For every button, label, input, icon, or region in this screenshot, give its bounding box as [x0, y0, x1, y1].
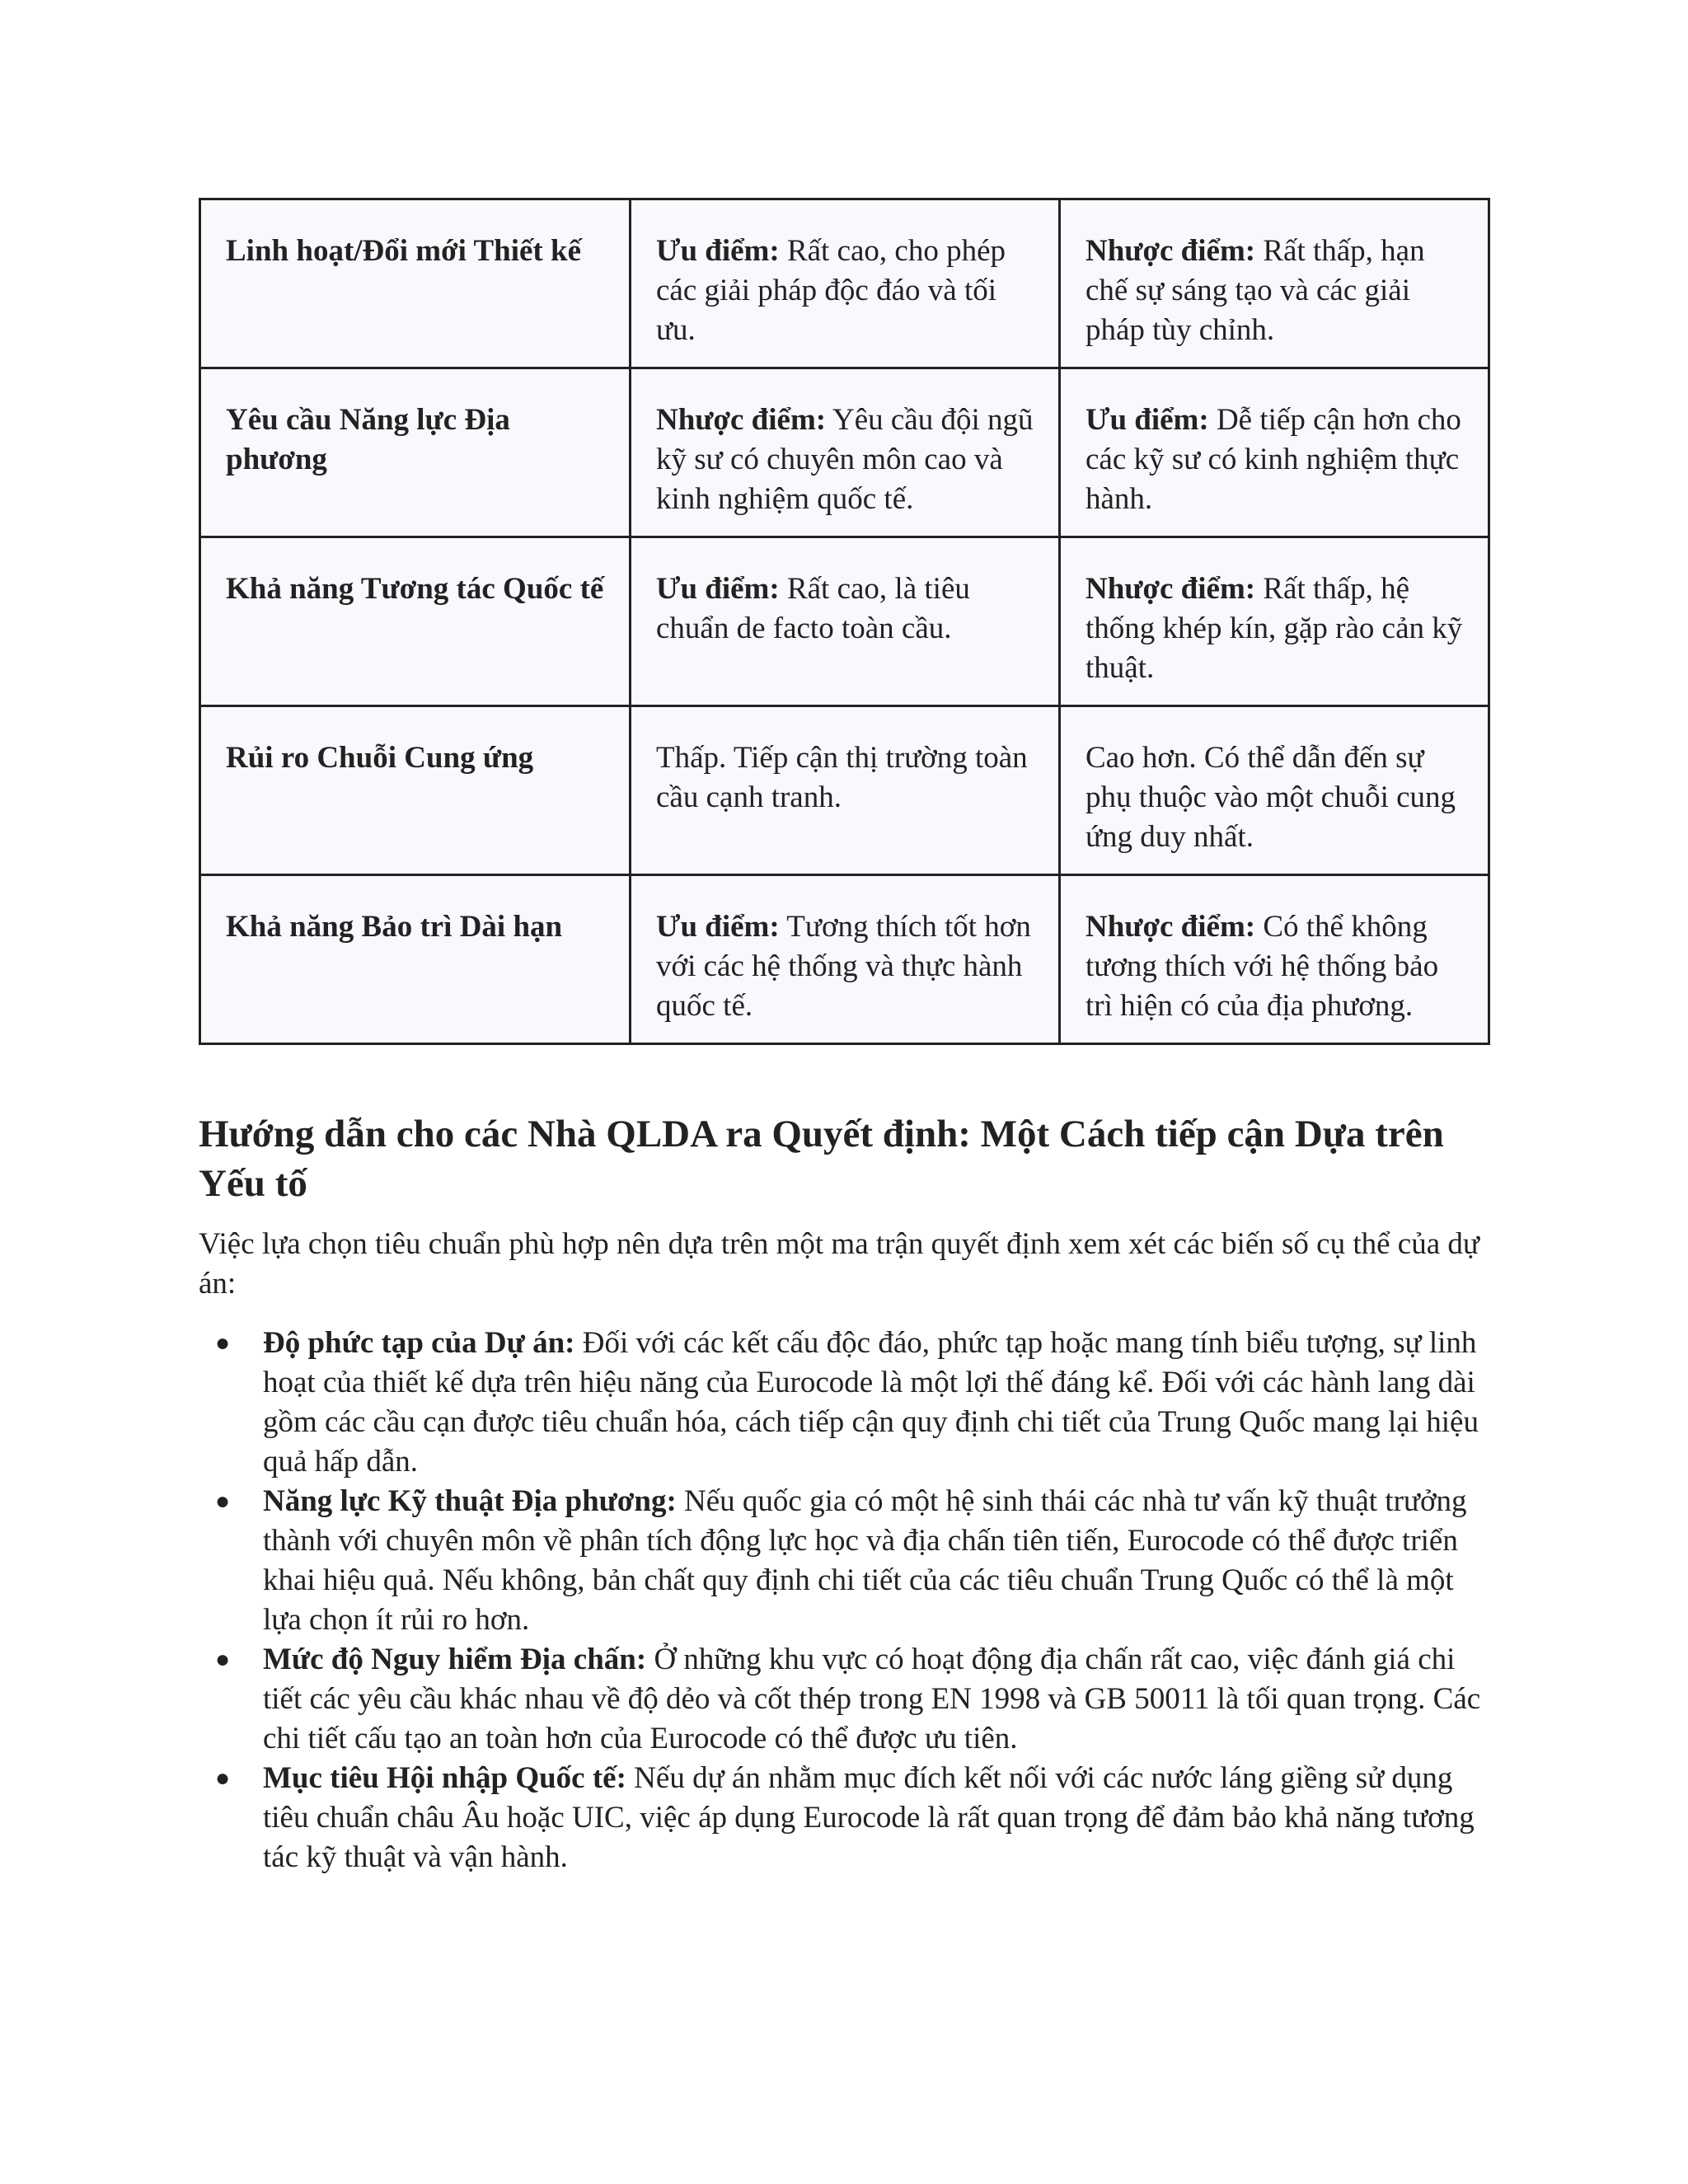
- table-row: [200, 875, 1489, 1044]
- criterion-cell: [200, 199, 631, 368]
- cell-text: Rất thấp, hệ thống khép kín, gặp rào cản kỹ thuật.: [1085, 572, 1463, 685]
- cell-text: Cao hơn. Có thể dẫn đến sự phụ thuộc vào một chuỗi cung ứng duy nhất.: [1085, 741, 1456, 854]
- criterion-label: Linh hoạt/Đổi mới Thiết kế: [226, 234, 581, 268]
- bullet-icon: ●: [215, 1329, 231, 1357]
- cell-text: Có thể không tương thích với hệ thống bảo trì hiện có của địa phương.: [1085, 910, 1439, 1023]
- cell-text: Thấp. Tiếp cận thị trường toàn cầu cạnh tranh.: [656, 741, 1028, 814]
- criterion-label: Khả năng Tương tác Quốc tế: [226, 572, 604, 606]
- cell-label: Nhược điểm:: [1085, 572, 1256, 606]
- item-label: Năng lực Kỹ thuật Địa phương:: [263, 1484, 677, 1518]
- criterion-cell: [200, 537, 631, 706]
- chinese-standard-cell: [1060, 706, 1489, 875]
- criterion-cell: [200, 706, 631, 875]
- item-label: Mục tiêu Hội nhập Quốc tế:: [263, 1761, 626, 1795]
- cell-label: Ưu điểm:: [656, 910, 780, 944]
- item-text: Nếu quốc gia có một hệ sinh thái các nhà tư vấn kỹ thuật trưởng thành với chuyên môn về phân tích động lực học và địa chấn tiên tiến, Eurocode có thể được triển khai hiệu quả. Nếu không, bản chất quy định chi tiết của các tiêu chuẩn Trung Quốc có thể là một lựa chọn ít rủi ro hơn.: [263, 1484, 1467, 1637]
- eurocode-cell: [631, 706, 1060, 875]
- section-heading: Hướng dẫn cho các Nhà QLDA ra Quyết định: Một Cách tiếp cận Dựa trên Yếu tố: [199, 1113, 1444, 1205]
- cell-text: Tương thích tốt hơn với các hệ thống và thực hành quốc tế.: [656, 910, 1031, 1023]
- list-item: [199, 1640, 1488, 1759]
- eurocode-cell: [631, 537, 1060, 706]
- intro-paragraph: Việc lựa chọn tiêu chuẩn phù hợp nên dựa trên một ma trận quyết định xem xét các biến số cụ thể của dự án:: [199, 1227, 1479, 1301]
- chinese-standard-cell: [1060, 875, 1489, 1044]
- eurocode-cell: [631, 368, 1060, 537]
- item-text: Đối với các kết cấu độc đáo, phức tạp hoặc mang tính biểu tượng, sự linh hoạt của thiết kế dựa trên hiệu năng của Eurocode là một lợi thế đáng kể. Đối với các hành lang dài gồm các cầu cạn được tiêu chuẩn hóa, cách tiếp cận quy định chi tiết của Trung Quốc mang lại hiệu quả hấp dẫn.: [263, 1326, 1479, 1479]
- table-row: [200, 199, 1489, 368]
- cell-text: Rất thấp, hạn chế sự sáng tạo và các giải pháp tùy chỉnh.: [1085, 234, 1425, 347]
- cell-text: Yêu cầu đội ngũ kỹ sư có chuyên môn cao và kinh nghiệm quốc tế.: [656, 403, 1034, 516]
- factor-list: [199, 1324, 1488, 1877]
- comparison-table: [199, 198, 1490, 1045]
- bullet-icon: ●: [215, 1765, 231, 1792]
- table-row: [200, 537, 1489, 706]
- list-item: [199, 1482, 1488, 1640]
- cell-label: Nhược điểm:: [1085, 910, 1256, 944]
- item-label: Mức độ Nguy hiểm Địa chấn:: [263, 1643, 647, 1676]
- eurocode-cell: [631, 199, 1060, 368]
- cell-label: Ưu điểm:: [656, 234, 780, 268]
- criterion-label: Khả năng Bảo trì Dài hạn: [226, 910, 563, 944]
- criterion-cell: [200, 368, 631, 537]
- cell-text: Dễ tiếp cận hơn cho các kỹ sư có kinh nghiệm thực hành.: [1085, 403, 1461, 516]
- cell-label: Nhược điểm:: [656, 403, 827, 437]
- table-row: [200, 368, 1489, 537]
- chinese-standard-cell: [1060, 537, 1489, 706]
- criterion-label: Rủi ro Chuỗi Cung ứng: [226, 741, 534, 775]
- item-text: Ở những khu vực có hoạt động địa chấn rất cao, việc đánh giá chi tiết các yêu cầu khác nhau về độ dẻo và cốt thép trong EN 1998 và GB 50011 là tối quan trọng. Các chi tiết cấu tạo an toàn hơn của Eurocode có thể được ưu tiên.: [263, 1643, 1481, 1755]
- bullet-icon: ●: [215, 1488, 231, 1515]
- criterion-label: Yêu cầu Năng lực Địa phương: [226, 403, 510, 476]
- list-item: [199, 1759, 1488, 1877]
- cell-label: Ưu điểm:: [1085, 403, 1209, 437]
- cell-text: Rất cao, là tiêu chuẩn de facto toàn cầu.: [656, 572, 970, 645]
- chinese-standard-cell: [1060, 368, 1489, 537]
- document-page: [199, 198, 1488, 1877]
- item-label: Độ phức tạp của Dự án:: [263, 1326, 575, 1360]
- chinese-standard-cell: [1060, 199, 1489, 368]
- table-row: [200, 706, 1489, 875]
- cell-text: Rất cao, cho phép các giải pháp độc đáo và tối ưu.: [656, 234, 1006, 347]
- bullet-icon: ●: [215, 1646, 231, 1673]
- eurocode-cell: [631, 875, 1060, 1044]
- list-item: [199, 1324, 1488, 1482]
- cell-label: Ưu điểm:: [656, 572, 780, 606]
- cell-label: Nhược điểm:: [1085, 234, 1256, 268]
- item-text: Nếu dự án nhằm mục đích kết nối với các nước láng giềng sử dụng tiêu chuẩn châu Âu hoặc UIC, việc áp dụng Eurocode là rất quan trọng để đảm bảo khả năng tương tác kỹ thuật và vận hành.: [263, 1761, 1475, 1874]
- criterion-cell: [200, 875, 631, 1044]
